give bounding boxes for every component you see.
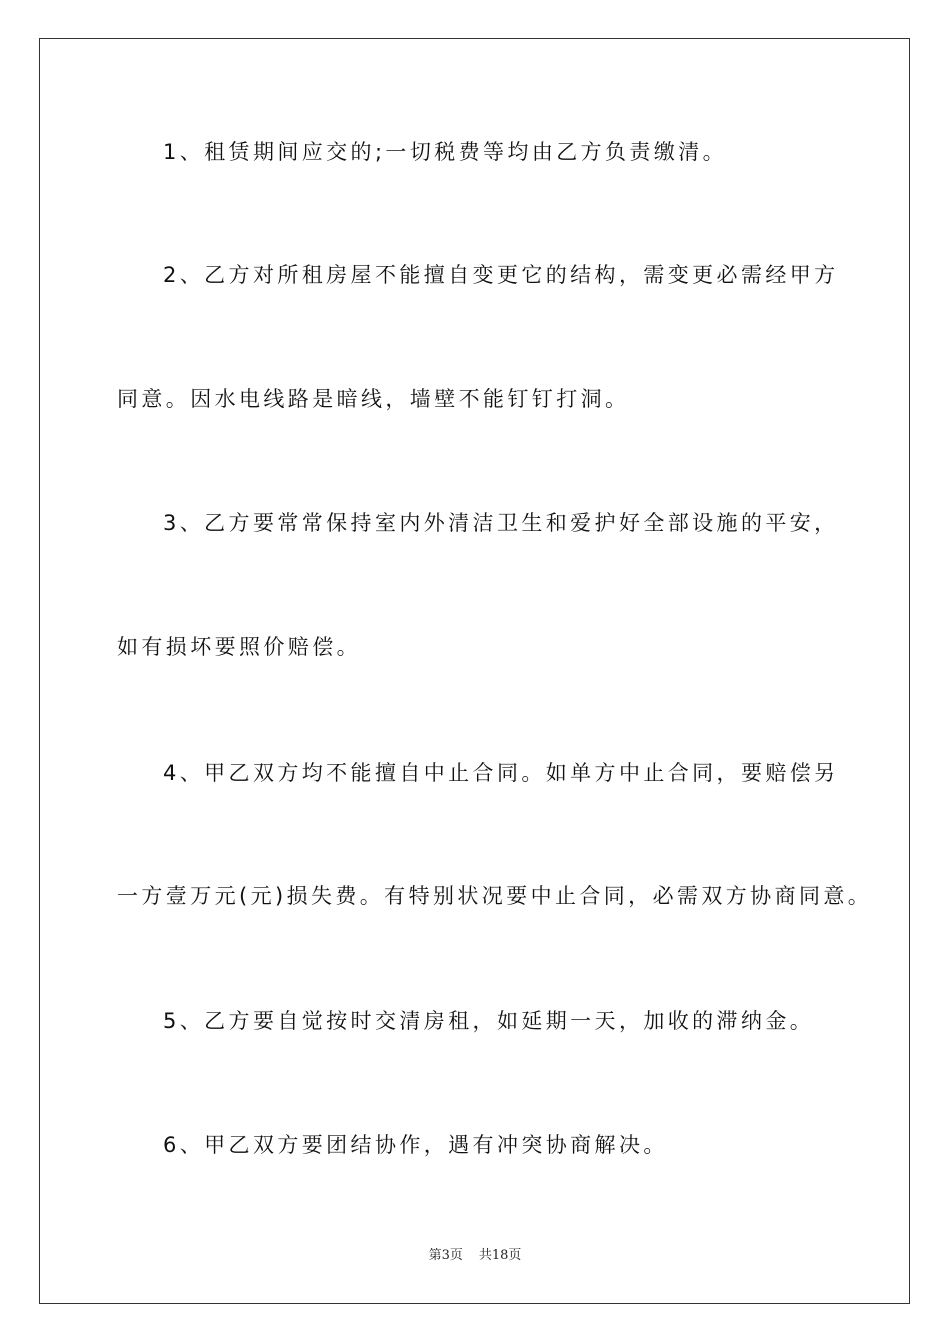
- paragraph-6-line-1: 6、甲乙双方要团结协作，遇有冲突协商解决。: [163, 1133, 668, 1157]
- paragraph-5-line-1: 5、乙方要自觉按时交清房租，如延期一天，加收的滞纳金。: [163, 1009, 815, 1033]
- paragraph-3-line-2: 如有损坏要照价赔偿。: [117, 635, 361, 659]
- paragraph-3-line-1: 3、乙方要常常保持室内外清洁卫生和爱护好全部设施的平安，: [163, 511, 839, 535]
- page-total: 共18页: [478, 1248, 522, 1263]
- paragraph-4-line-1: 4、甲乙双方均不能擅自中止合同。如单方中止合同，要赔偿另: [163, 761, 839, 785]
- paragraph-1-line-1: 1、租赁期间应交的;一切税费等均由乙方负责缴清。: [163, 140, 728, 164]
- page-border: [39, 38, 910, 1304]
- page-footer: [0, 1244, 950, 1263]
- paragraph-2-line-2: 同意。因水电线路是暗线，墙壁不能钉钉打洞。: [117, 387, 630, 411]
- paragraph-4-line-2: 一方壹万元(元)损失费。有特别状况要中止合同，必需双方协商同意。: [117, 884, 873, 908]
- paragraph-2-line-1: 2、乙方对所租房屋不能擅自变更它的结构，需变更必需经甲方: [163, 263, 839, 287]
- page-number: 第3页: [428, 1248, 463, 1263]
